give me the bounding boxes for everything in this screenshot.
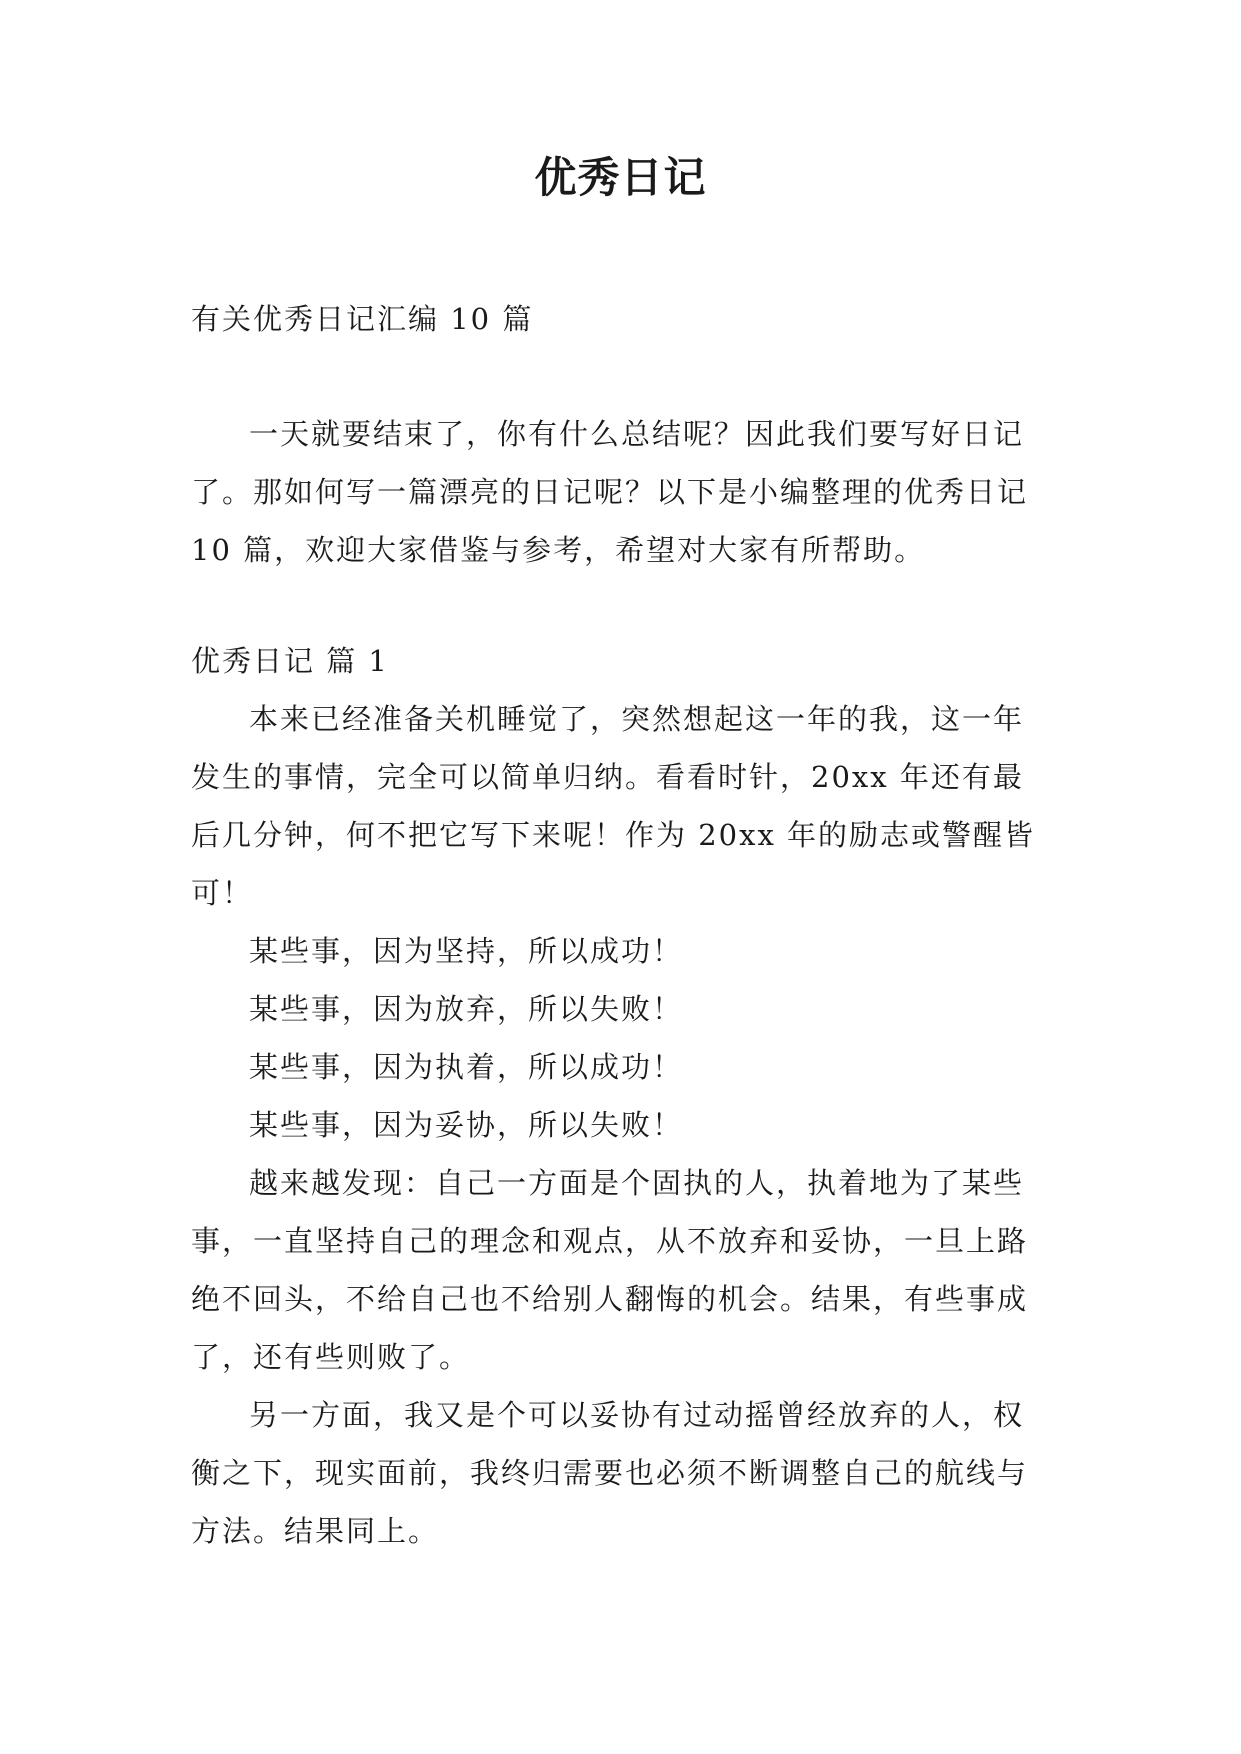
paragraph: 越来越发现：自己一方面是个固执的人，执着地为了某些事，一直坚持自己的理念和观点，从不放弃和妥协，一旦上路绝不回头，不给自己也不给别人翻悔的机会。结果，有些事成了，还有些则败了。 xyxy=(191,1166,1029,1374)
paragraph: 另一方面，我又是个可以妥协有过动摇曾经放弃的人，权衡之下，现实面前，我终归需要也必须不断调整自己的航线与方法。结果同上。 xyxy=(191,1398,1029,1548)
paragraph: 本来已经准备关机睡觉了，突然想起这一年的我，这一年发生的事情，完全可以简单归纳。看看时针，20xx 年还有最后几分钟，何不把它写下来呢！作为 20xx 年的励志或警醒皆可！ xyxy=(191,702,1036,910)
paragraph: 某些事，因为妥协，所以失败！ xyxy=(249,1108,684,1142)
intro-paragraph xyxy=(191,405,1051,579)
paragraph: 某些事，因为放弃，所以失败！ xyxy=(249,992,684,1026)
paragraph: 某些事，因为执着，所以成功！ xyxy=(249,1050,684,1084)
intro-text: 一天就要结束了，你有什么总结呢？因此我们要写好日记了。那如何写一篇漂亮的日记呢？以下是小编整理的优秀日记 10 篇，欢迎大家借鉴与参考，希望对大家有所帮助。 xyxy=(191,417,1029,567)
document-subtitle: 有关优秀日记汇编 10 篇 xyxy=(191,302,534,336)
section-heading: 优秀日记 篇 1 xyxy=(191,644,389,678)
paragraph: 某些事，因为坚持，所以成功！ xyxy=(249,934,684,968)
diary-section-1 xyxy=(191,632,1051,1560)
document-title: 优秀日记 xyxy=(534,153,707,202)
